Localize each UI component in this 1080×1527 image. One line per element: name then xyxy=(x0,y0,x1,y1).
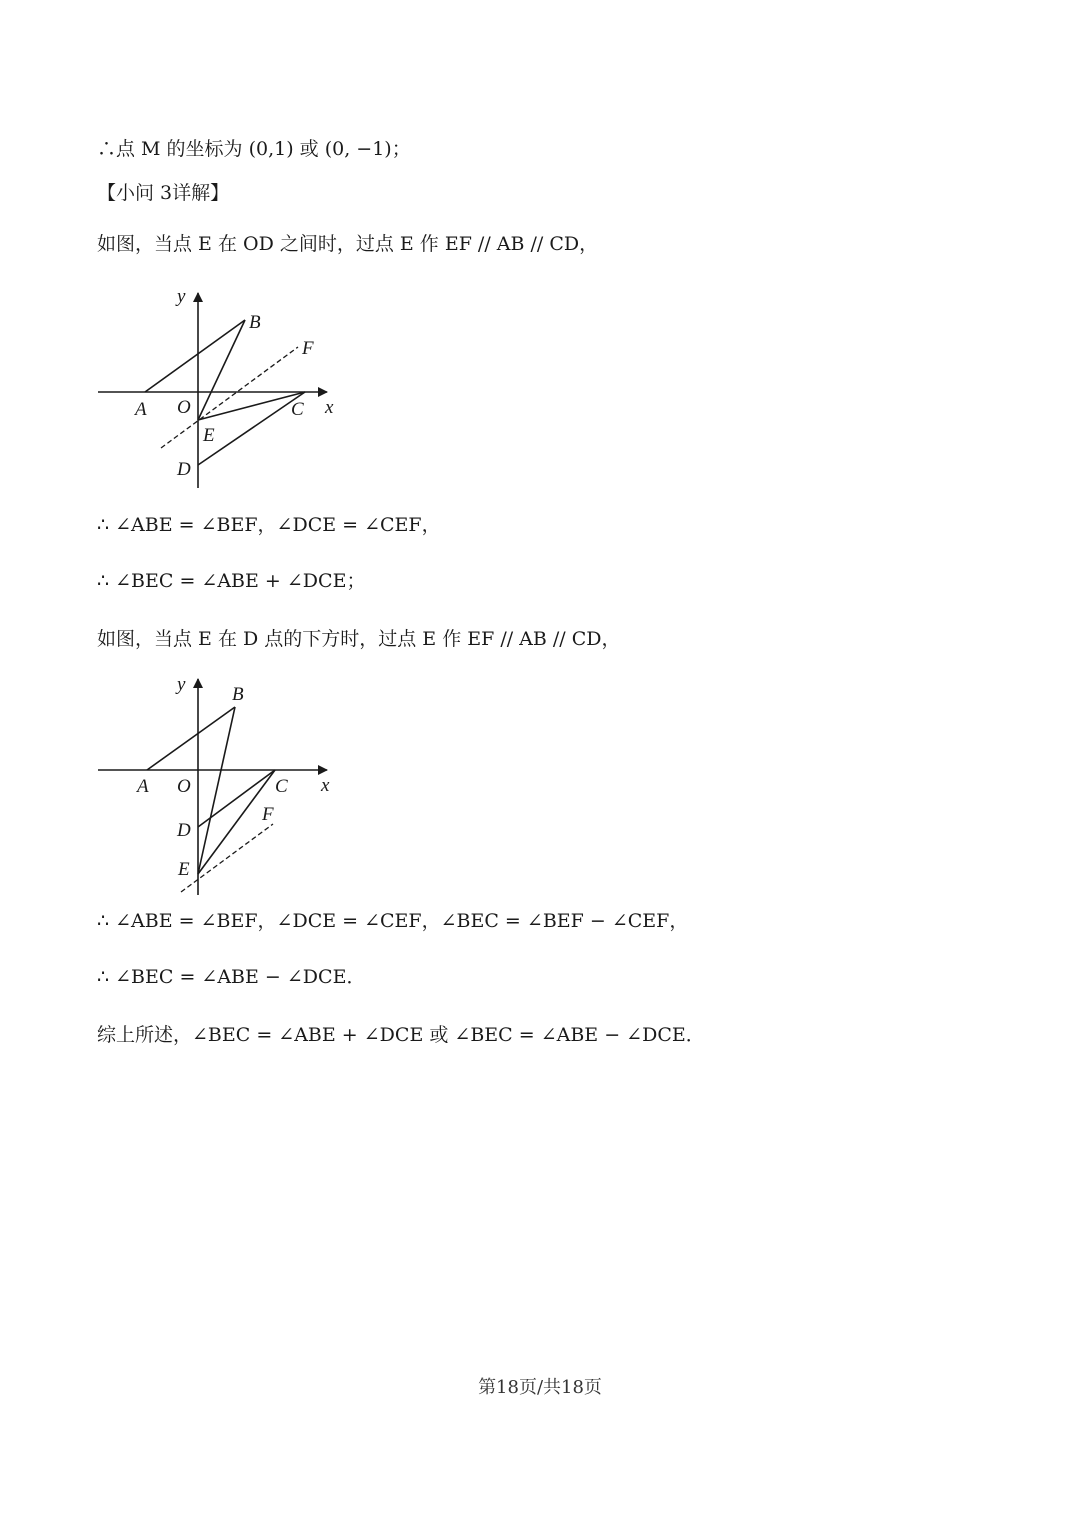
final-summary: 综上所述，∠BEC = ∠ABE + ∠DCE 或 ∠BEC = ∠ABE − ∠DCE． xyxy=(97,1024,705,1046)
label-b: B xyxy=(249,312,261,333)
label-o: O xyxy=(177,397,191,418)
figure-case-1 xyxy=(95,282,355,497)
label-x: x xyxy=(321,775,330,796)
case2-intro: 如图，当点 E 在 D 点的下方时，过点 E 作 EF // AB // CD， xyxy=(97,628,621,650)
case1-intro: 如图，当点 E 在 OD 之间时，过点 E 作 EF // AB // CD， xyxy=(97,233,599,255)
case2-step1: ∴ ∠ABE = ∠BEF，∠DCE = ∠CEF，∠BEC = ∠BEF − ∠CEF， xyxy=(97,910,689,932)
label-c: C xyxy=(291,399,304,420)
label-e: E xyxy=(203,425,215,446)
label-x: x xyxy=(325,397,334,418)
label-o: O xyxy=(177,776,191,797)
label-a: A xyxy=(135,399,147,420)
label-b: B xyxy=(232,684,244,705)
figure-case-2 xyxy=(95,670,355,900)
case1-step1: ∴ ∠ABE = ∠BEF，∠DCE = ∠CEF， xyxy=(97,514,441,536)
label-f: F xyxy=(262,804,274,825)
label-f: F xyxy=(302,338,314,359)
label-y: y xyxy=(177,674,186,695)
point-m-coordinates: ∴点 M 的坐标为 (0,1) 或 (0, −1)； xyxy=(97,138,411,160)
label-a: A xyxy=(137,776,149,797)
page-footer: 第18页/共18页 xyxy=(478,1377,602,1398)
label-e: E xyxy=(178,859,190,880)
case1-conclusion: ∴ ∠BEC = ∠ABE + ∠DCE； xyxy=(97,570,366,592)
label-d: D xyxy=(177,459,191,480)
label-c: C xyxy=(275,776,288,797)
label-y: y xyxy=(177,286,186,307)
label-d: D xyxy=(177,820,191,841)
case2-conclusion: ∴ ∠BEC = ∠ABE − ∠DCE． xyxy=(97,966,366,988)
subquestion-3-heading: 【小问 3详解】 xyxy=(97,182,230,204)
